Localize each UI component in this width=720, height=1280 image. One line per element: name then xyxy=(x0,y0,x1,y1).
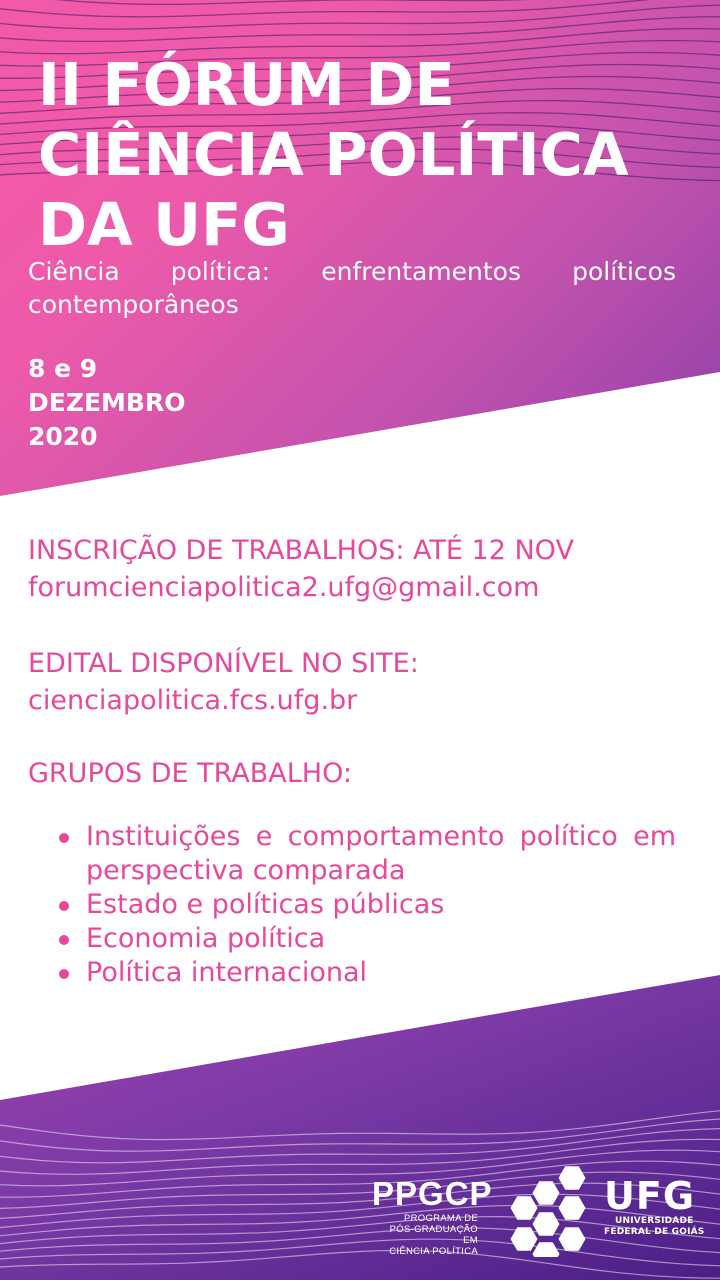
wave-line xyxy=(0,5,720,29)
ppgcp-name-line: PROGRAMA DE xyxy=(403,1213,478,1224)
hexagon-shape xyxy=(533,1212,560,1235)
wave-line xyxy=(0,17,720,42)
notice-label: EDITAL DISPONÍVEL NO SITE: xyxy=(28,648,419,679)
list-item: Política internacional xyxy=(56,956,676,990)
registration-label: INSCRIÇÃO DE TRABALHOS: ATÉ 12 NOV xyxy=(28,535,574,566)
ufg-name-line: FEDERAL DE GOIÁS xyxy=(604,1227,705,1237)
hexagon-shape xyxy=(559,1166,586,1189)
groups-block xyxy=(28,755,352,792)
registration-block xyxy=(28,532,574,606)
wave-line xyxy=(0,1118,720,1151)
ufg-name-line: UNIVERSIDADE xyxy=(614,1216,694,1226)
bullet-icon xyxy=(59,935,69,945)
date-month: DEZEMBRO xyxy=(28,388,186,417)
list-item: Economia política xyxy=(56,922,676,956)
date-year: 2020 xyxy=(28,422,98,451)
hexagon-shape xyxy=(559,1227,586,1250)
notice-site-link[interactable]: cienciapolitica.fcs.ufg.br xyxy=(28,685,358,716)
title-line: CIÊNCIA POLÍTICA xyxy=(38,120,629,189)
wave-line xyxy=(0,0,720,4)
groups-label: GRUPOS DE TRABALHO: xyxy=(28,758,352,789)
ppgcp-name-line: CIÊNCIA POLÍTICA xyxy=(389,1246,478,1257)
ufg-acronym: UFG xyxy=(604,1174,696,1218)
hexagon-shape xyxy=(533,1242,560,1257)
title-line: DA UFG xyxy=(38,190,290,259)
ppgcp-name-line: PÓS-GRADUAÇÃO EM xyxy=(389,1224,478,1246)
hexagon-shape xyxy=(511,1227,538,1250)
registration-email[interactable]: forumcienciapolitica2.ufg@gmail.com xyxy=(28,572,540,603)
hexagon-cluster-icon xyxy=(510,1162,602,1257)
wave-line xyxy=(0,1129,720,1163)
ufg-logo xyxy=(510,1162,710,1257)
wave-line xyxy=(0,1109,720,1140)
list-item: Estado e políticas públicas xyxy=(56,888,676,922)
list-item: Instituições e comportamento político em perspectiva comparada xyxy=(56,820,676,888)
date-days: 8 e 9 xyxy=(28,354,98,383)
bullet-icon xyxy=(59,901,69,911)
hexagon-shape xyxy=(533,1181,560,1204)
bullet-icon xyxy=(59,969,69,979)
groups-list xyxy=(56,820,676,990)
wave-line xyxy=(0,0,720,17)
hexagon-shape xyxy=(559,1196,586,1219)
title-line: II FÓRUM DE xyxy=(38,50,455,119)
event-subtitle: Ciência política: enfrentamentos políticos contemporâneos xyxy=(28,257,676,319)
bullet-icon xyxy=(59,833,69,843)
hexagon-shape xyxy=(511,1196,538,1219)
ppgcp-logo xyxy=(372,1175,493,1257)
notice-block xyxy=(28,645,419,719)
ppgcp-acronym: PPGCP xyxy=(372,1175,493,1212)
event-title xyxy=(38,50,629,260)
event-date xyxy=(28,352,185,454)
ufg-wordmark xyxy=(604,1176,704,1238)
